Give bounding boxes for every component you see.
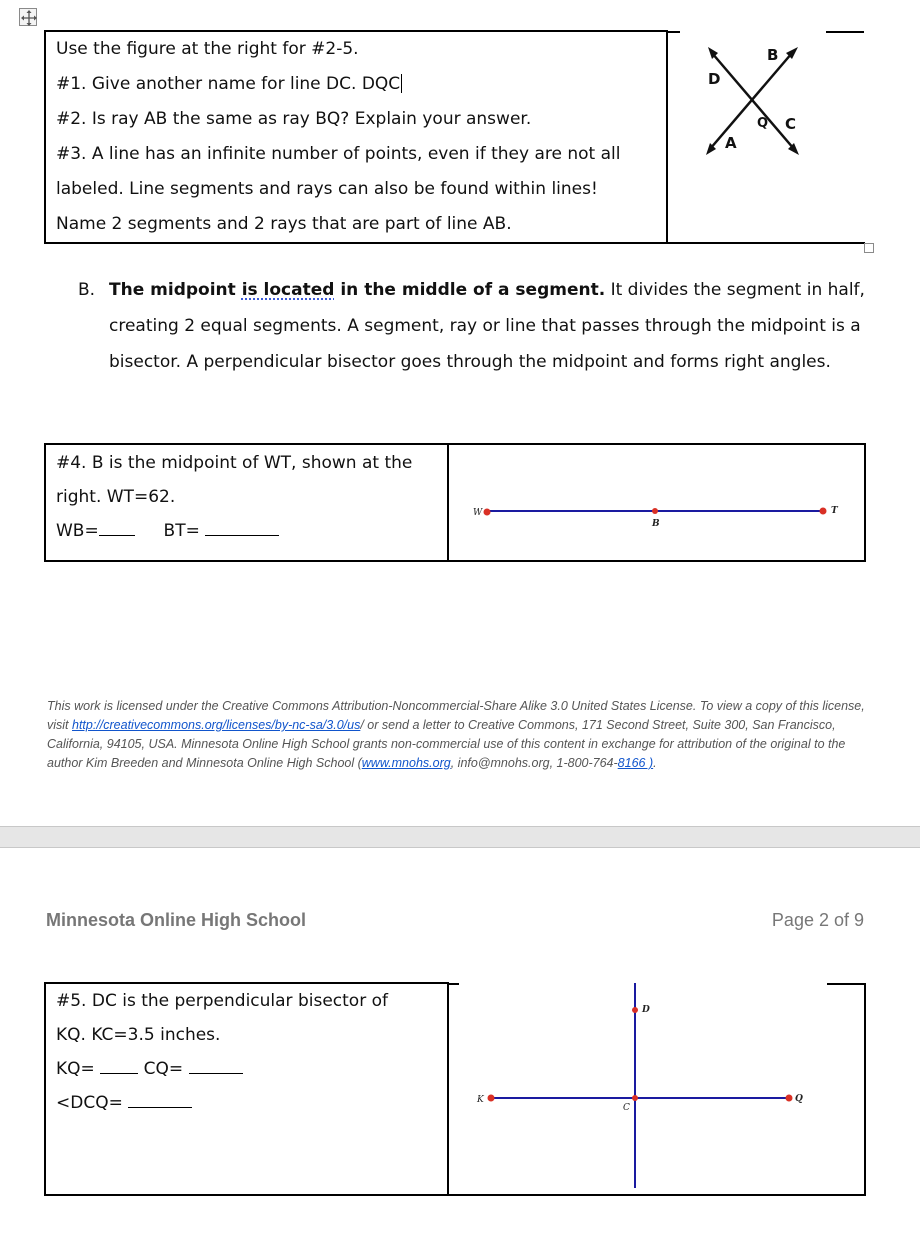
label-b-point: B (652, 519, 660, 529)
question-5: #5. DC is the perpendicular bisector of (56, 991, 388, 1011)
figure-cell-2 (448, 444, 865, 561)
label-d: D (708, 70, 721, 88)
label-c: C (785, 115, 797, 133)
cq-blank[interactable] (189, 1073, 243, 1074)
question-3-cont: labeled. Line segments and rays can also be found within lines! (56, 179, 598, 199)
page-number: Page 2 of 9 (771, 910, 864, 930)
phone-link[interactable]: 8166 ) (617, 756, 654, 770)
segment-wt-figure (449, 445, 864, 558)
question-5-cell[interactable] (45, 983, 448, 1195)
label-q: Q (757, 116, 769, 131)
kq-blank[interactable] (100, 1073, 138, 1074)
license-text-1: This work is licensed under the Creative Commons Attribution-Noncommercial-Share Alike 3.0 United States License. To view a copy of this license, visit (47, 699, 865, 732)
angle-blank[interactable] (128, 1107, 192, 1108)
question-1: #1. Give another name for line DC. DQC (56, 74, 401, 94)
question-4: #4. B is the midpoint of WT, shown at the (56, 453, 413, 473)
label-q: Q (795, 1094, 803, 1104)
question-3: #3. A line has an infinite number of points, even if they are not all (56, 144, 621, 164)
figure-cell-3 (448, 983, 865, 1195)
question-table-1 (44, 30, 865, 244)
question-4-answers: WB= BT= (56, 514, 441, 548)
wb-blank[interactable] (99, 535, 135, 536)
figure-cell-1 (667, 31, 865, 243)
license-link[interactable]: http://creativecommons.org/licenses/by-nc-sa/3.0/us (72, 718, 361, 732)
section-marker: B. (78, 280, 96, 300)
mnohs-link[interactable]: www.mnohs.org (361, 756, 451, 770)
license-paren: ( (357, 756, 362, 770)
school-name: Minnesota Online High School (46, 910, 307, 930)
label-b: B (767, 46, 779, 64)
page-break (0, 826, 920, 848)
question-intro: Use the figure at the right for #2-5. (56, 39, 359, 59)
label-w: W (473, 508, 483, 518)
questions-cell[interactable] (45, 31, 667, 243)
label-t: T (831, 506, 838, 516)
point-k (488, 1095, 495, 1102)
table-move-handle[interactable] (19, 8, 37, 26)
point-q (786, 1095, 793, 1102)
license-text-3: , info@mnohs.org, 1-800-764- (450, 756, 618, 770)
question-5-answers: KQ= CQ= (56, 1052, 441, 1086)
table-resize-handle[interactable] (864, 243, 874, 253)
label-d: D (642, 1005, 650, 1015)
label-c: C (623, 1103, 630, 1113)
question-4-cont: right. WT=62. (56, 487, 176, 507)
question-2: #2. Is ray AB the same as ray BQ? Explain your answer. (56, 109, 532, 129)
question-table-2 (44, 443, 866, 562)
line-ab (710, 53, 792, 149)
bt-blank[interactable] (205, 535, 279, 536)
section-b-text: It divides the segment in half, creating 2 equal segments. A segment, ray or line that passes through the midpoint is a bisector. A perpendicular bisector goes through the midpoint and forms right angles. (109, 280, 865, 372)
license-text-4: . (653, 756, 657, 770)
text-cursor (401, 74, 402, 93)
question-5-angle: <DCQ= (56, 1086, 441, 1120)
point-c (632, 1095, 638, 1101)
question-3-cont2: Name 2 segments and 2 rays that are part of line AB. (56, 214, 512, 234)
question-4-cell[interactable] (45, 444, 448, 561)
midpoint-definition: The midpoint is located in the middle of a segment. (109, 280, 606, 300)
intersecting-lines-figure (668, 31, 865, 161)
question-5-cont: KQ. KC=3.5 inches. (56, 1025, 221, 1045)
section-b-paragraph (78, 272, 868, 380)
point-b (652, 508, 658, 514)
point-d (632, 1007, 638, 1013)
move-icon (20, 9, 38, 27)
license-text-2: / or send a letter to Creative Commons, 171 Second Street, Suite 300, San Francisco, California, 94105, USA. Minnesota Online High School grants non-commercial use of this content in exchange for attribution of the original to the author Kim Breeden and Minnesota Online High School (47, 718, 846, 770)
question-table-3 (44, 982, 866, 1196)
label-k: K (477, 1095, 484, 1105)
point-w (484, 509, 491, 516)
perpendicular-bisector-figure (449, 983, 864, 1193)
license-footer (47, 697, 877, 773)
point-t (820, 508, 827, 515)
label-a: A (725, 134, 737, 152)
grammar-flag[interactable]: is located (241, 280, 335, 300)
